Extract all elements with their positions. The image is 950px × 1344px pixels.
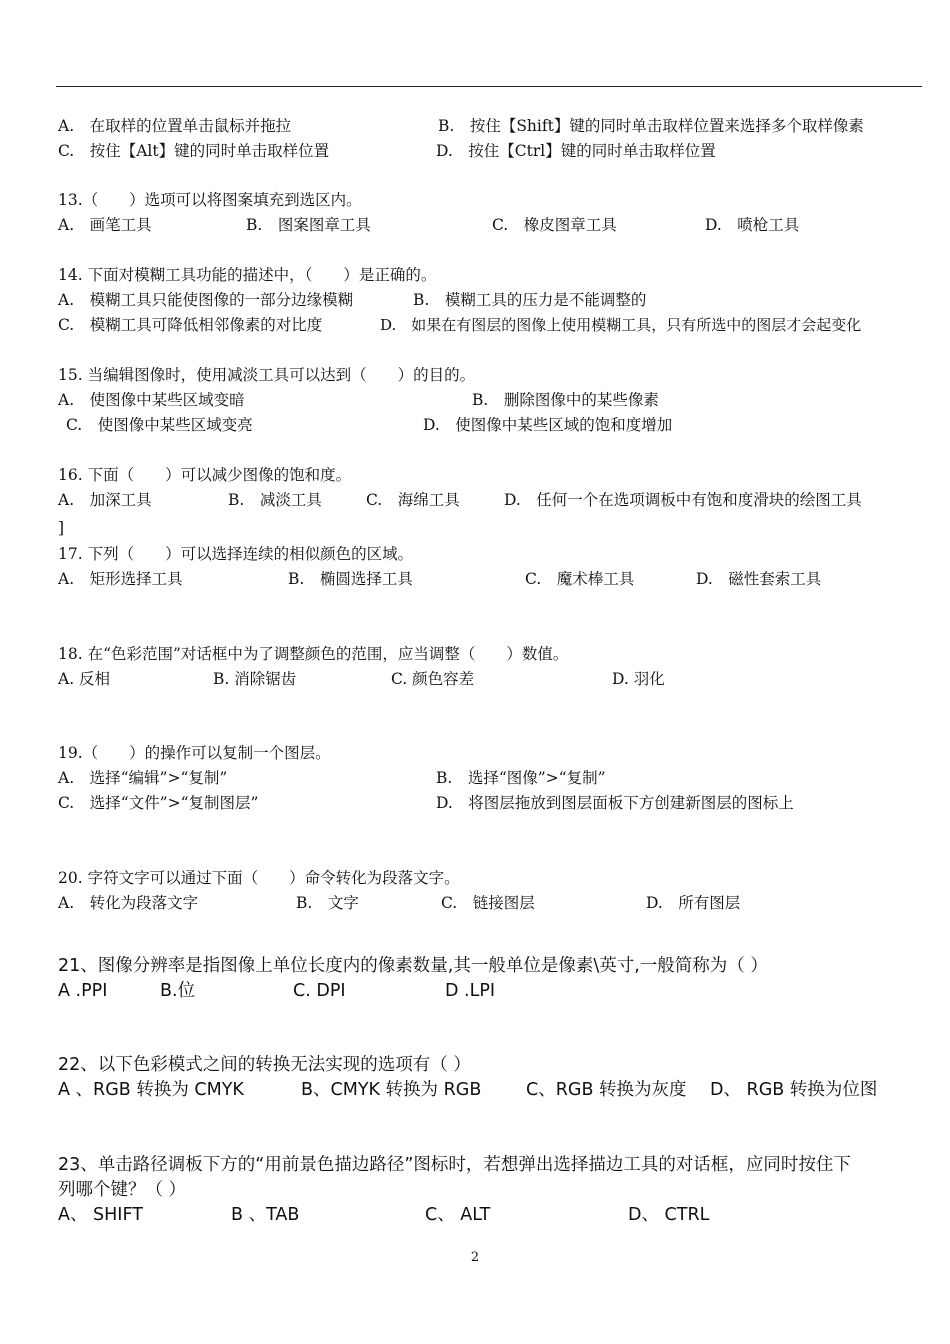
q13-option-b: B. 图案图章工具 xyxy=(246,216,371,234)
q19-stem: 19.（ ）的操作可以复制一个图层。 xyxy=(58,744,331,762)
q21-option-d: D .LPI xyxy=(445,981,496,1001)
q20-stem: 20. 字符文字可以通过下面（ ）命令转化为段落文字。 xyxy=(58,869,460,887)
q15-option-a: A. 使图像中某些区域变暗 xyxy=(58,391,245,409)
q13-option-d: D. 喷枪工具 xyxy=(705,216,800,234)
q20-option-a: A. 转化为段落文字 xyxy=(58,894,199,912)
q19-option-c: C. 选择“文件”>“复制图层” xyxy=(58,794,259,812)
q15-option-b: B. 删除图像中的某些像素 xyxy=(472,391,659,409)
q14-stem: 14. 下面对模糊工具功能的描述中，（ ）是正确的。 xyxy=(58,266,437,284)
q23-option-a: A、 SHIFT xyxy=(58,1205,143,1225)
q23-option-b: B 、TAB xyxy=(231,1205,300,1225)
q19-option-a: A. 选择“编辑”>“复制” xyxy=(58,769,228,787)
q18-option-c: C. 颜色容差 xyxy=(391,670,475,688)
q16-option-b: B. 减淡工具 xyxy=(228,491,322,509)
q16-option-a: A. 加深工具 xyxy=(58,491,152,509)
q12-option-c: C. 按住【Alt】键的同时单击取样位置 xyxy=(58,142,330,160)
q18-stem: 18. 在“色彩范围”对话框中为了调整颜色的范围，应当调整（ ）数值。 xyxy=(58,645,569,663)
q16-option-c: C. 海绵工具 xyxy=(366,491,460,509)
q19-option-b: B. 选择“图像”>“复制” xyxy=(436,769,606,787)
q16-stray-bracket: ] xyxy=(58,519,65,537)
q17-option-d: D. 磁性套索工具 xyxy=(696,570,822,588)
q20-option-c: C. 链接图层 xyxy=(441,894,535,912)
q14-option-b: B. 模糊工具的压力是不能调整的 xyxy=(413,291,647,309)
q13-option-a: A. 画笔工具 xyxy=(58,216,152,234)
q20-option-d: D. 所有图层 xyxy=(646,894,741,912)
q14-option-d: D. 如果在有图层的图像上使用模糊工具，只有所选中的图层才会起变化 xyxy=(380,316,862,334)
q15-option-c: C. 使图像中某些区域变亮 xyxy=(66,416,253,434)
q13-option-c: C. 橡皮图章工具 xyxy=(492,216,617,234)
q17-option-c: C. 魔术棒工具 xyxy=(525,570,635,588)
q21-option-b: B.位 xyxy=(160,981,196,1001)
q22-option-c: C、RGB 转换为灰度 xyxy=(526,1080,687,1100)
q16-stem: 16. 下面（ ）可以减少图像的饱和度。 xyxy=(58,466,352,484)
q12-option-a: A. 在取样的位置单击鼠标并拖拉 xyxy=(58,117,292,135)
q17-option-b: B. 椭圆选择工具 xyxy=(288,570,413,588)
q23-option-c: C、 ALT xyxy=(425,1205,491,1225)
q23-stem-line2: 列哪个键？（ ） xyxy=(58,1180,187,1200)
header-rule xyxy=(56,86,922,87)
q14-option-c: C. 模糊工具可降低相邻像素的对比度 xyxy=(58,316,323,334)
q12-option-d: D. 按住【Ctrl】键的同时单击取样位置 xyxy=(436,142,716,160)
q22-option-b: B、CMYK 转换为 RGB xyxy=(301,1080,482,1100)
q14-option-a: A. 模糊工具只能使图像的一部分边缘模糊 xyxy=(58,291,354,309)
q21-option-c: C. DPI xyxy=(293,981,346,1001)
q22-option-d: D、 RGB 转换为位图 xyxy=(710,1080,878,1100)
q20-option-b: B. 文字 xyxy=(296,894,359,912)
q23-stem-line1: 23、单击路径调板下方的“用前景色描边路径”图标时，若想弹出选择描边工具的对话框，应同时按住下 xyxy=(58,1155,851,1175)
q17-stem: 17. 下列（ ）可以选择连续的相似颜色的区域。 xyxy=(58,545,414,563)
q18-option-d: D. 羽化 xyxy=(612,670,665,688)
q21-option-a: A .PPI xyxy=(58,981,108,1001)
q15-stem: 15. 当编辑图像时，使用减淡工具可以达到（ ）的目的。 xyxy=(58,366,476,384)
q18-option-a: A. 反相 xyxy=(58,670,111,688)
q19-option-d: D. 将图层拖放到图层面板下方创建新图层的图标上 xyxy=(436,794,794,812)
page-number: 2 xyxy=(470,1250,480,1265)
q23-option-d: D、 CTRL xyxy=(628,1205,710,1225)
q18-option-b: B. 消除锯齿 xyxy=(213,670,297,688)
q13-stem: 13.（ ）选项可以将图案填充到选区内。 xyxy=(58,191,362,209)
q22-stem: 22、以下色彩模式之间的转换无法实现的选项有（ ） xyxy=(58,1055,471,1075)
q15-option-d: D. 使图像中某些区域的饱和度增加 xyxy=(423,416,673,434)
q17-option-a: A. 矩形选择工具 xyxy=(58,570,183,588)
q22-option-a: A 、RGB 转换为 CMYK xyxy=(58,1080,244,1100)
q16-option-d: D. 任何一个在选项调板中有饱和度滑块的绘图工具 xyxy=(504,491,862,509)
q21-stem: 21、图像分辨率是指图像上单位长度内的像素数量,其一般单位是像素\英寸,一般简称为（ ） xyxy=(58,956,768,976)
q12-option-b: B. 按住【Shift】键的同时单击取样位置来选择多个取样像素 xyxy=(438,117,864,135)
